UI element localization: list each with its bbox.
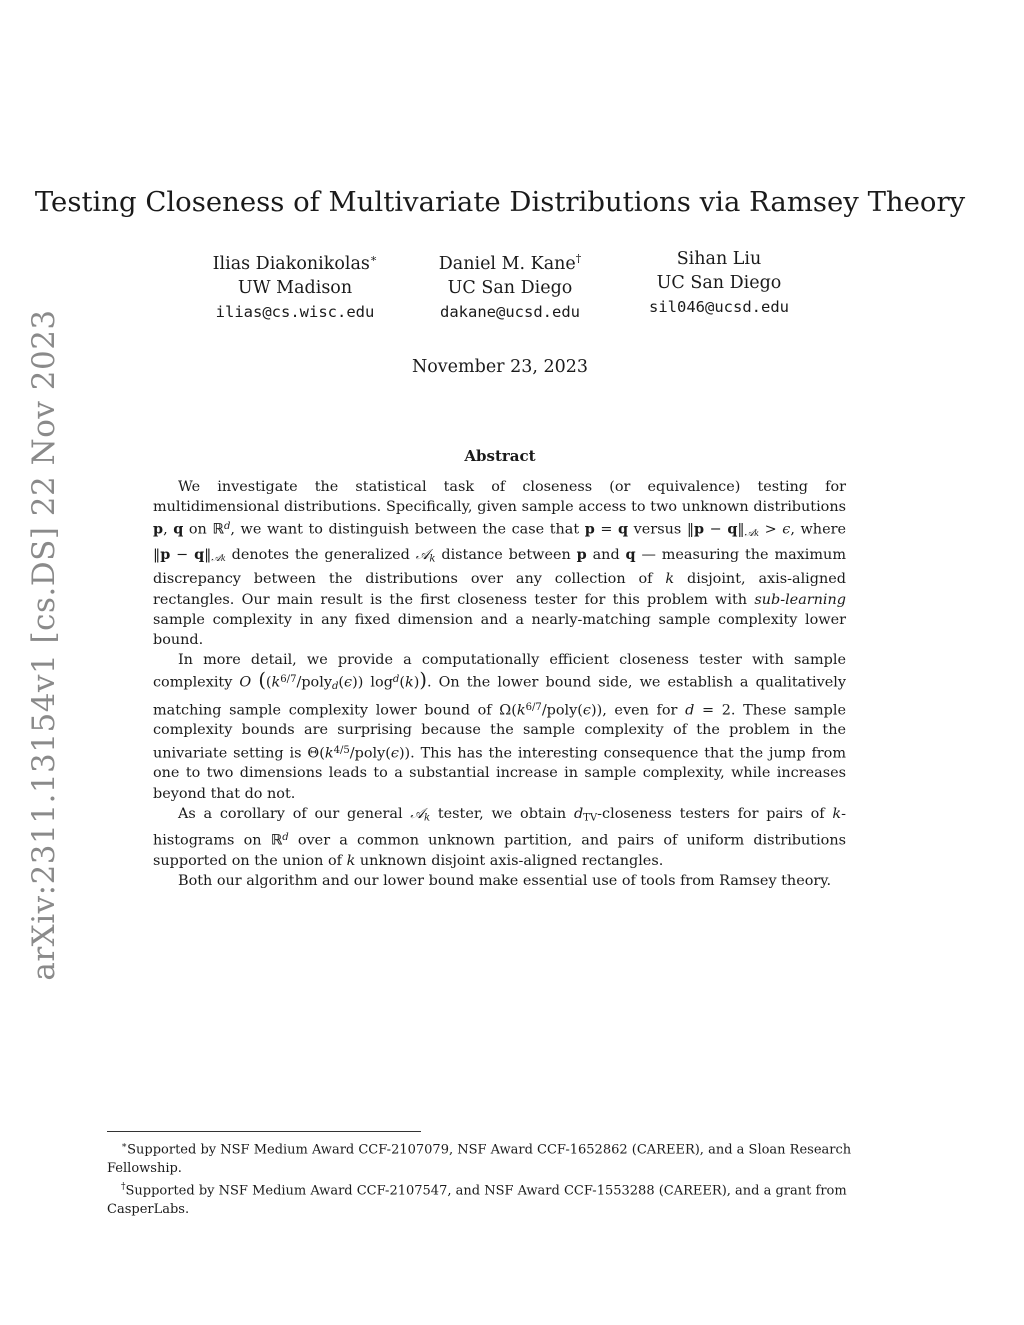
footnote-divider — [107, 1131, 421, 1132]
abstract-paragraph: In more detail, we provide a computationally efficient closeness tester with sample complexity O ($(k^{6/7}/poly_d(\epsilon))$ $\log^d(k)$). On the lower bound side, we establish a qualitatively matching sample complexity lower bound of $\Omega(k^{6/7}/poly(\epsilon))$, even for d = 2. These sample complexity bounds are surprising because the sample complexity of the problem in the univariate setting is $\Theta(k^{4/5}/poly(\epsilon))$. This has the interesting consequence that the jump from one to two dimensions leads to a substantial increase in sample complexity, while increases beyond that do not. — [153, 652, 846, 802]
abstract-heading: Abstract — [464, 447, 536, 465]
footnote-mark: † — [575, 252, 582, 265]
author-block — [195, 247, 395, 324]
author-name: Ilias Diakonikolas∗ — [212, 252, 378, 274]
author-email[interactable]: sil046@ucsd.edu — [649, 298, 789, 316]
abstract-paragraph: We investigate the statistical task of closeness (or equivalence) testing for multidimensional distributions. Specifically, given sample access to two unknown distributions p, q on ℝ$^d$, we want to distinguish between the case that p = q versus ‖p − $q‖_{𝒜k} > \epsilon$, where ‖p − $q‖_{𝒜k}$ denotes the generalized 𝒜$_k$ distance between p and q — measuring the maximum discrepancy between the distributions over any collection of k disjoint, axis-aligned rectangles. Our main result is the first closeness tester for this problem with sub-learning sample complexity in any fixed dimension and a nearly-matching sample complexity lower bound. — [153, 479, 846, 648]
abstract-body — [153, 477, 846, 892]
author-block — [410, 247, 610, 324]
publication-date: November 23, 2023 — [411, 357, 589, 377]
author-affiliation: UC San Diego — [656, 273, 782, 293]
author-email[interactable]: ilias@cs.wisc.edu — [215, 302, 375, 321]
author-email[interactable]: dakane@ucsd.edu — [440, 302, 580, 321]
arxiv-identifier: arXiv:2311.13154v1 [cs.DS] 22 Nov 2023 — [26, 309, 62, 981]
abstract-paragraph: As a corollary of our general 𝒜$_k$ tester, we obtain $d_{TV}$-closeness testers for pairs of k-histograms on ℝ$^d$ over a common unknown partition, and pairs of uniform distributions supported on the union of k unknown disjoint axis-aligned rectangles. — [153, 805, 846, 870]
footnote: ∗Supported by NSF Medium Award CCF-2107079, NSF Award CCF-1652862 (CAREER), and a Sloan Research Fellowship. — [107, 1141, 852, 1176]
abstract-paragraph: Both our algorithm and our lower bound make essential use of tools from Ramsey theory. — [178, 873, 832, 890]
author-name: Daniel M. Kane† — [438, 252, 582, 274]
footnote: †Supported by NSF Medium Award CCF-2107547, and NSF Award CCF-1553288 (CAREER), and a grant from CasperLabs. — [107, 1182, 847, 1218]
paper-title: Testing Closeness of Multivariate Distributions via Ramsey Theory — [34, 186, 966, 218]
author-affiliation: UW Madison — [237, 277, 353, 298]
footnote-mark: ∗ — [369, 252, 378, 265]
author-block — [619, 247, 819, 319]
author-affiliation: UC San Diego — [447, 277, 573, 298]
footnotes — [107, 1137, 893, 1220]
author-name: Sihan Liu — [676, 249, 762, 269]
